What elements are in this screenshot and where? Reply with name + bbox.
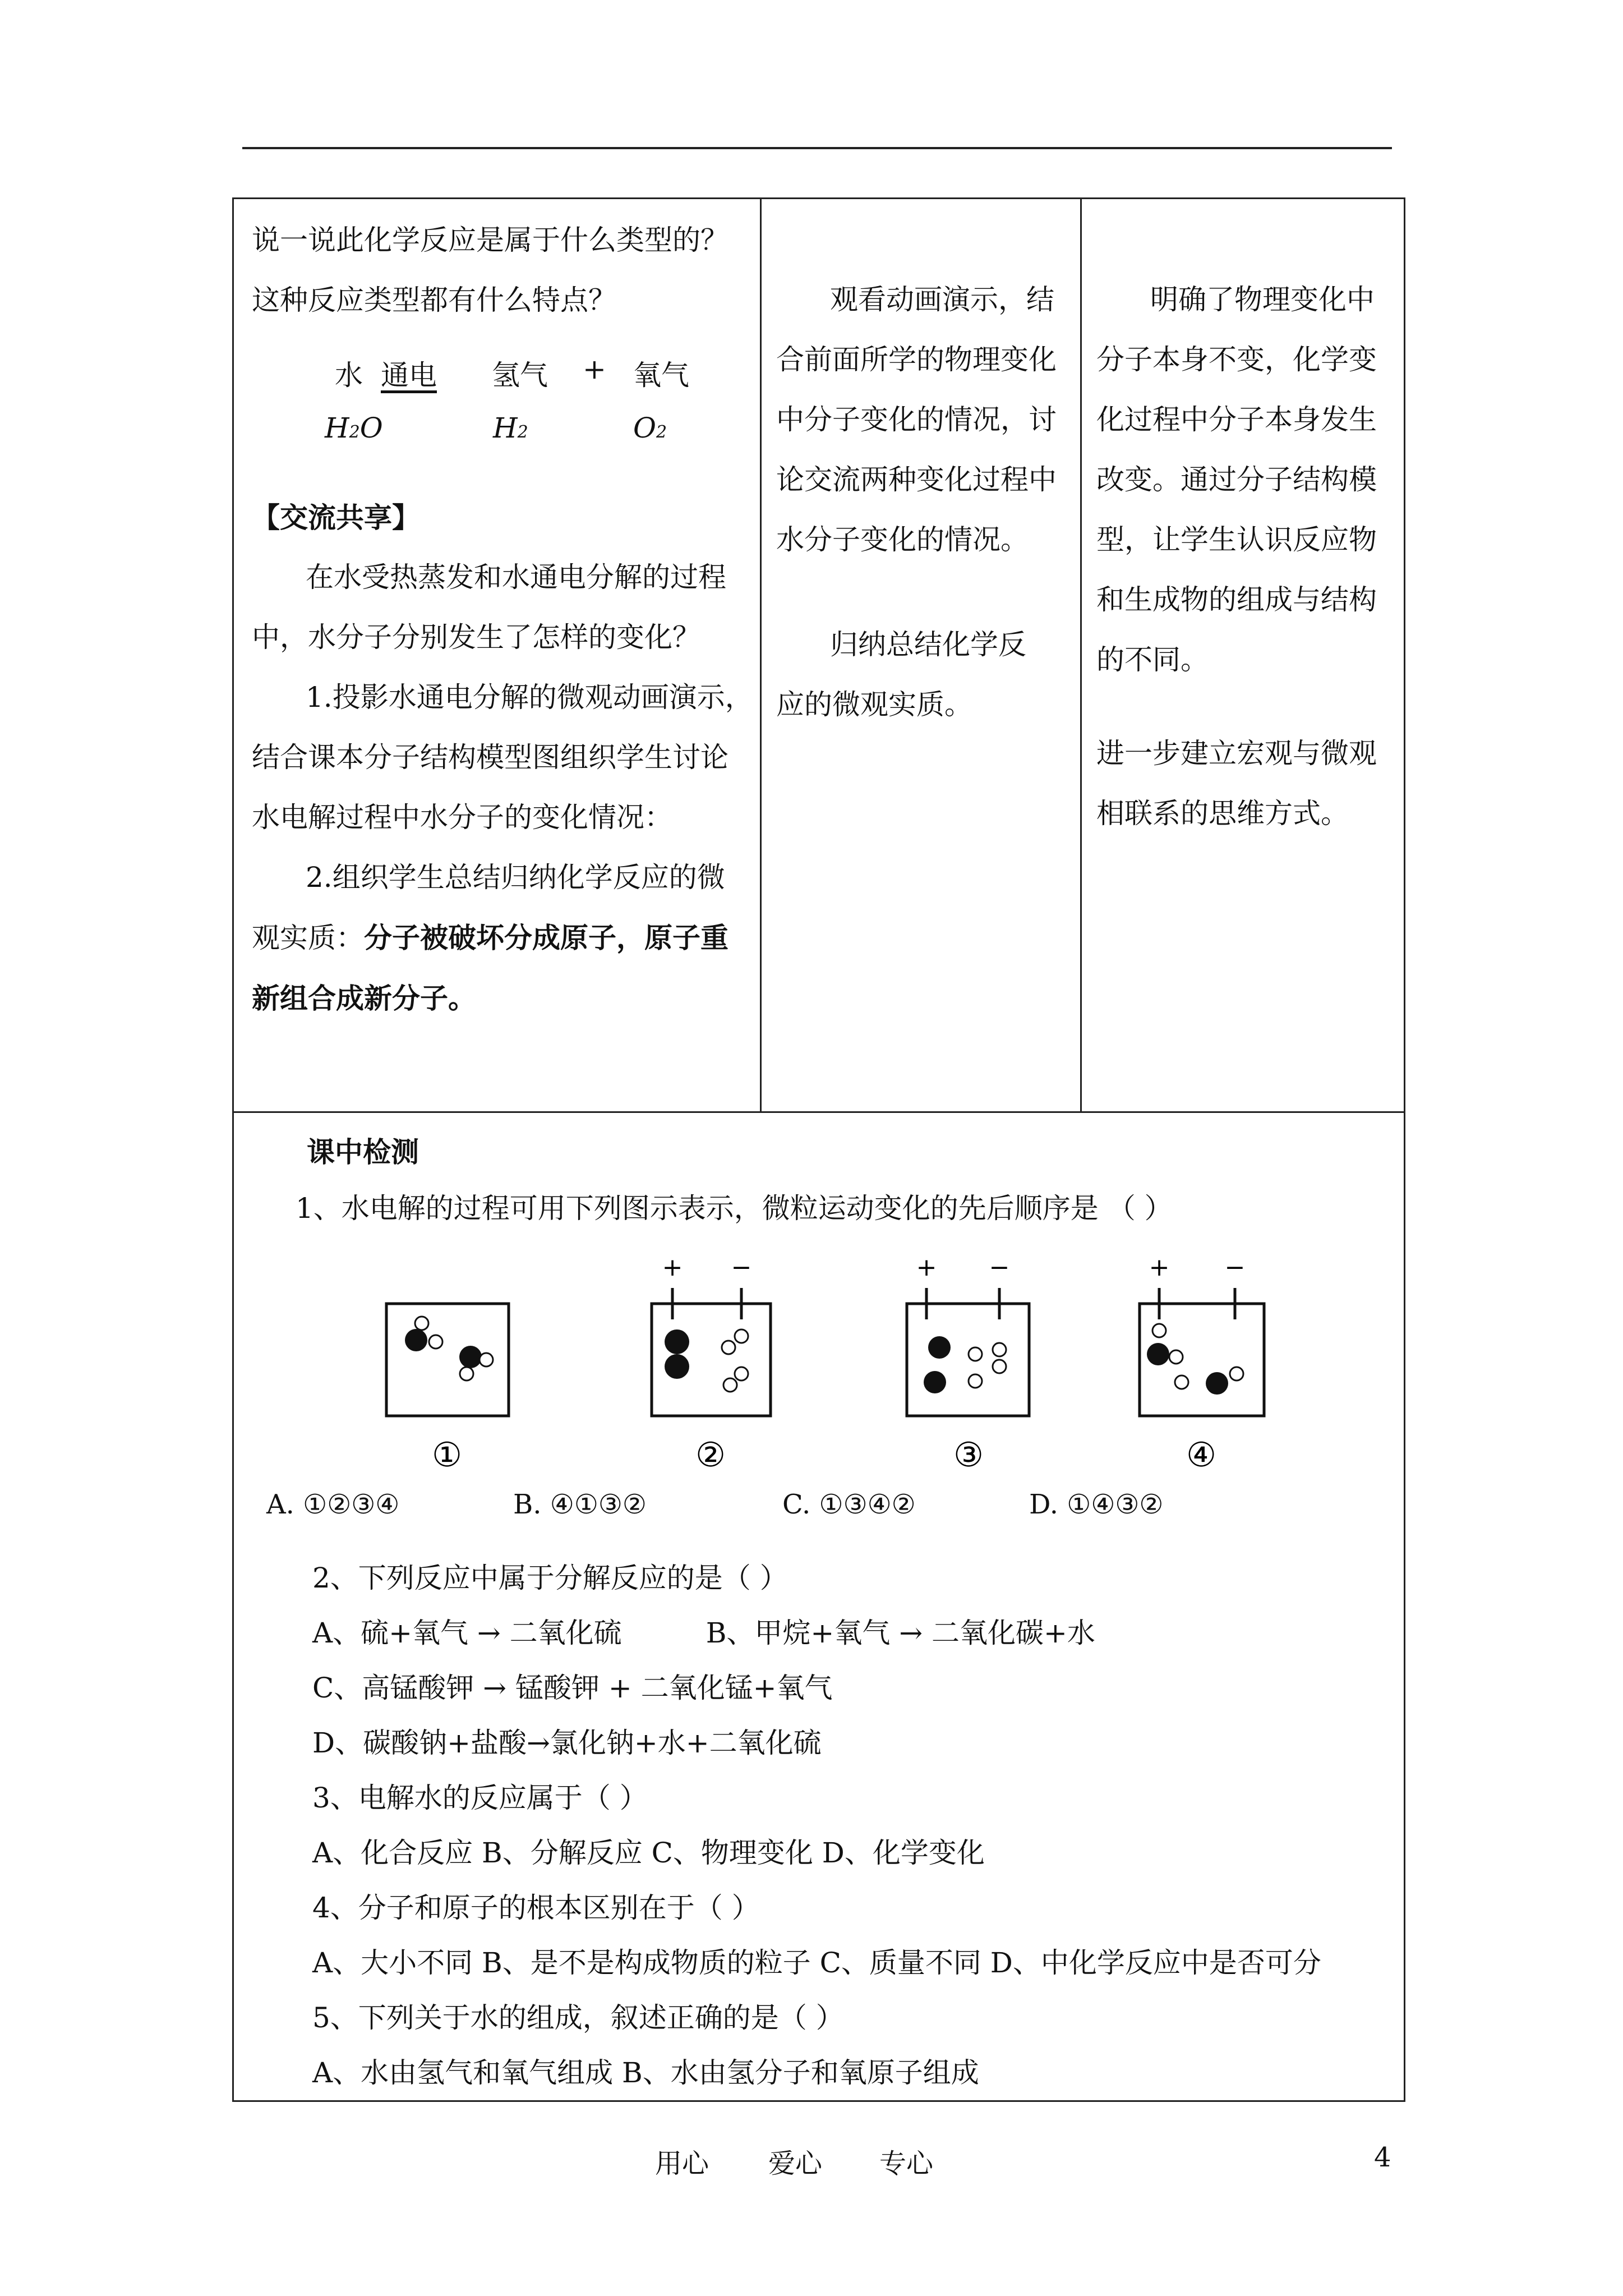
footer-motto-3: 专心 (879, 2148, 934, 2179)
electrode-minus: − (1224, 1253, 1246, 1282)
paragraph-line: 水电解过程中水分子的变化情况： (252, 801, 672, 834)
paragraph-line: 在水受热蒸发和水通电分解的过程 (306, 561, 726, 593)
design-intent-cell (1081, 199, 1405, 1112)
paragraph-line: 归纳总结化学反 (830, 628, 1026, 661)
question-3: 3、电解水的反应属于（ ） (312, 1782, 648, 1814)
question-4: 4、分子和原子的根本区别在于（ ） (312, 1892, 760, 1924)
paragraph-line: 新组合成新分子。 (252, 982, 476, 1015)
table-row (233, 199, 1405, 1112)
paragraph-line: 相联系的思维方式。 (1096, 797, 1349, 830)
diagram-box-1 (386, 1304, 509, 1475)
paragraph-line: 水分子变化的情况。 (776, 523, 1029, 556)
question-2-ab: A、硫+氧气 → 二氧化硫 B、甲烷+氧气 → 二氧化碳+水 (312, 1617, 1095, 1649)
electrode-minus: − (731, 1253, 752, 1282)
figure-label-2: ② (695, 1435, 726, 1475)
formula-oxygen: O2 (633, 412, 667, 444)
figure-label-1: ① (432, 1435, 462, 1475)
teacher-activity-cell (233, 199, 761, 1112)
option-c: C. ①③④② (782, 1489, 916, 1520)
paragraph-line: 化过程中分子本身发生 (1096, 403, 1377, 436)
electrode-plus: + (662, 1253, 683, 1282)
reaction-equation (252, 330, 760, 459)
question-2-c: C、高锰酸钾 → 锰酸钾 + 二氧化锰+氧气 (312, 1672, 833, 1704)
paragraph-line: 进一步建立宏观与微观 (1096, 737, 1377, 770)
footer-motto-1: 用心 (655, 2148, 709, 2179)
eq-hydrogen: 氢气 (492, 359, 548, 392)
formula-hydrogen: H2 (493, 412, 528, 444)
paragraph-line: 合前面所学的物理变化 (776, 343, 1057, 376)
question-2-d: D、碳酸钠+盐酸→氯化钠+水+二氧化硫 (312, 1727, 822, 1759)
paragraph-line: 分子本身不变，化学变 (1096, 343, 1377, 376)
diagram-box-4 (1140, 1253, 1264, 1475)
paragraph-line: 应的微观实质。 (776, 688, 972, 721)
option-a: A. ①②③④ (266, 1489, 400, 1520)
formula-water: H2O (325, 412, 383, 444)
paragraph-line: 明确了物理变化中 (1150, 283, 1375, 316)
paragraph-line: 的不同。 (1096, 643, 1209, 676)
diagram-box-3 (907, 1253, 1029, 1475)
paragraph-line: 和生成物的组成与结构 (1096, 583, 1377, 616)
question-4-options: A、大小不同 B、是不是构成物质的粒子 C、质量不同 D、中化学反应中是否可分 (312, 1947, 1321, 1979)
paragraph-line: 论交流两种变化过程中 (776, 463, 1057, 496)
question-line: 说一说此化学反应是属于什么类型的？ (252, 224, 728, 256)
figure-label-3: ③ (953, 1435, 984, 1475)
test-title: 课中检测 (307, 1135, 419, 1168)
figure-label-4: ④ (1186, 1435, 1216, 1475)
option-b: B. ④①③② (513, 1489, 647, 1520)
student-activity-cell (761, 199, 1081, 1112)
paragraph-line: 型，让学生认识反应物 (1096, 523, 1377, 556)
question-2: 2、下列反应中属于分解反应的是（ ） (312, 1562, 788, 1594)
table-row (233, 1112, 1405, 2101)
question-5: 5、下列关于水的组成，叙述正确的是（ ） (312, 2001, 844, 2034)
paragraph-line: 观实质：分子被破坏分成原子，原子重 (252, 921, 728, 954)
question-1: 1、水电解的过程可用下列图示表示，微粒运动变化的先后顺序是 （ ） (296, 1192, 1173, 1225)
in-class-test-cell (233, 1112, 1405, 2101)
eq-water: 水 (335, 359, 363, 392)
question-3-options: A、化合反应 B、分解反应 C、物理变化 D、化学变化 (312, 1837, 985, 1869)
section-heading: 【交流共享】 (252, 501, 420, 534)
diagram-box-2 (652, 1253, 771, 1475)
electrolysis-figure (324, 1248, 1333, 1489)
paragraph-line: 2.组织学生总结归纳化学反应的微 (306, 861, 725, 894)
option-d: D. ①④③② (1029, 1489, 1164, 1520)
eq-plus: + (583, 353, 606, 385)
paragraph-line: 中分子变化的情况，讨 (776, 403, 1057, 436)
paragraph-line: 改变。通过分子结构模 (1096, 463, 1377, 496)
eq-oxygen: 氧气 (633, 359, 689, 392)
electrode-plus: + (916, 1253, 937, 1282)
lesson-table (232, 197, 1405, 2102)
footer-motto-2: 爱心 (768, 2148, 823, 2179)
paragraph-line: 结合课本分子结构模型图组织学生讨论 (252, 741, 728, 774)
question-line: 这种反应类型都有什么特点？ (252, 284, 616, 316)
electrode-plus: + (1149, 1253, 1170, 1282)
page-number: 4 (1374, 2142, 1391, 2173)
paragraph-line: 观看动画演示，结 (830, 283, 1054, 316)
paragraph-line: 中，水分子分别发生了怎样的变化？ (252, 621, 700, 654)
paragraph-line: 1.投影水通电分解的微观动画演示， (306, 681, 753, 714)
question-1-options (266, 1489, 1404, 1550)
electrode-minus: − (989, 1253, 1010, 1282)
header-rule (242, 147, 1392, 149)
question-5-options: A、水由氢气和氧气组成 B、水由氢分子和氧原子组成 (312, 2056, 979, 2089)
eq-condition: 通电 (381, 359, 437, 392)
